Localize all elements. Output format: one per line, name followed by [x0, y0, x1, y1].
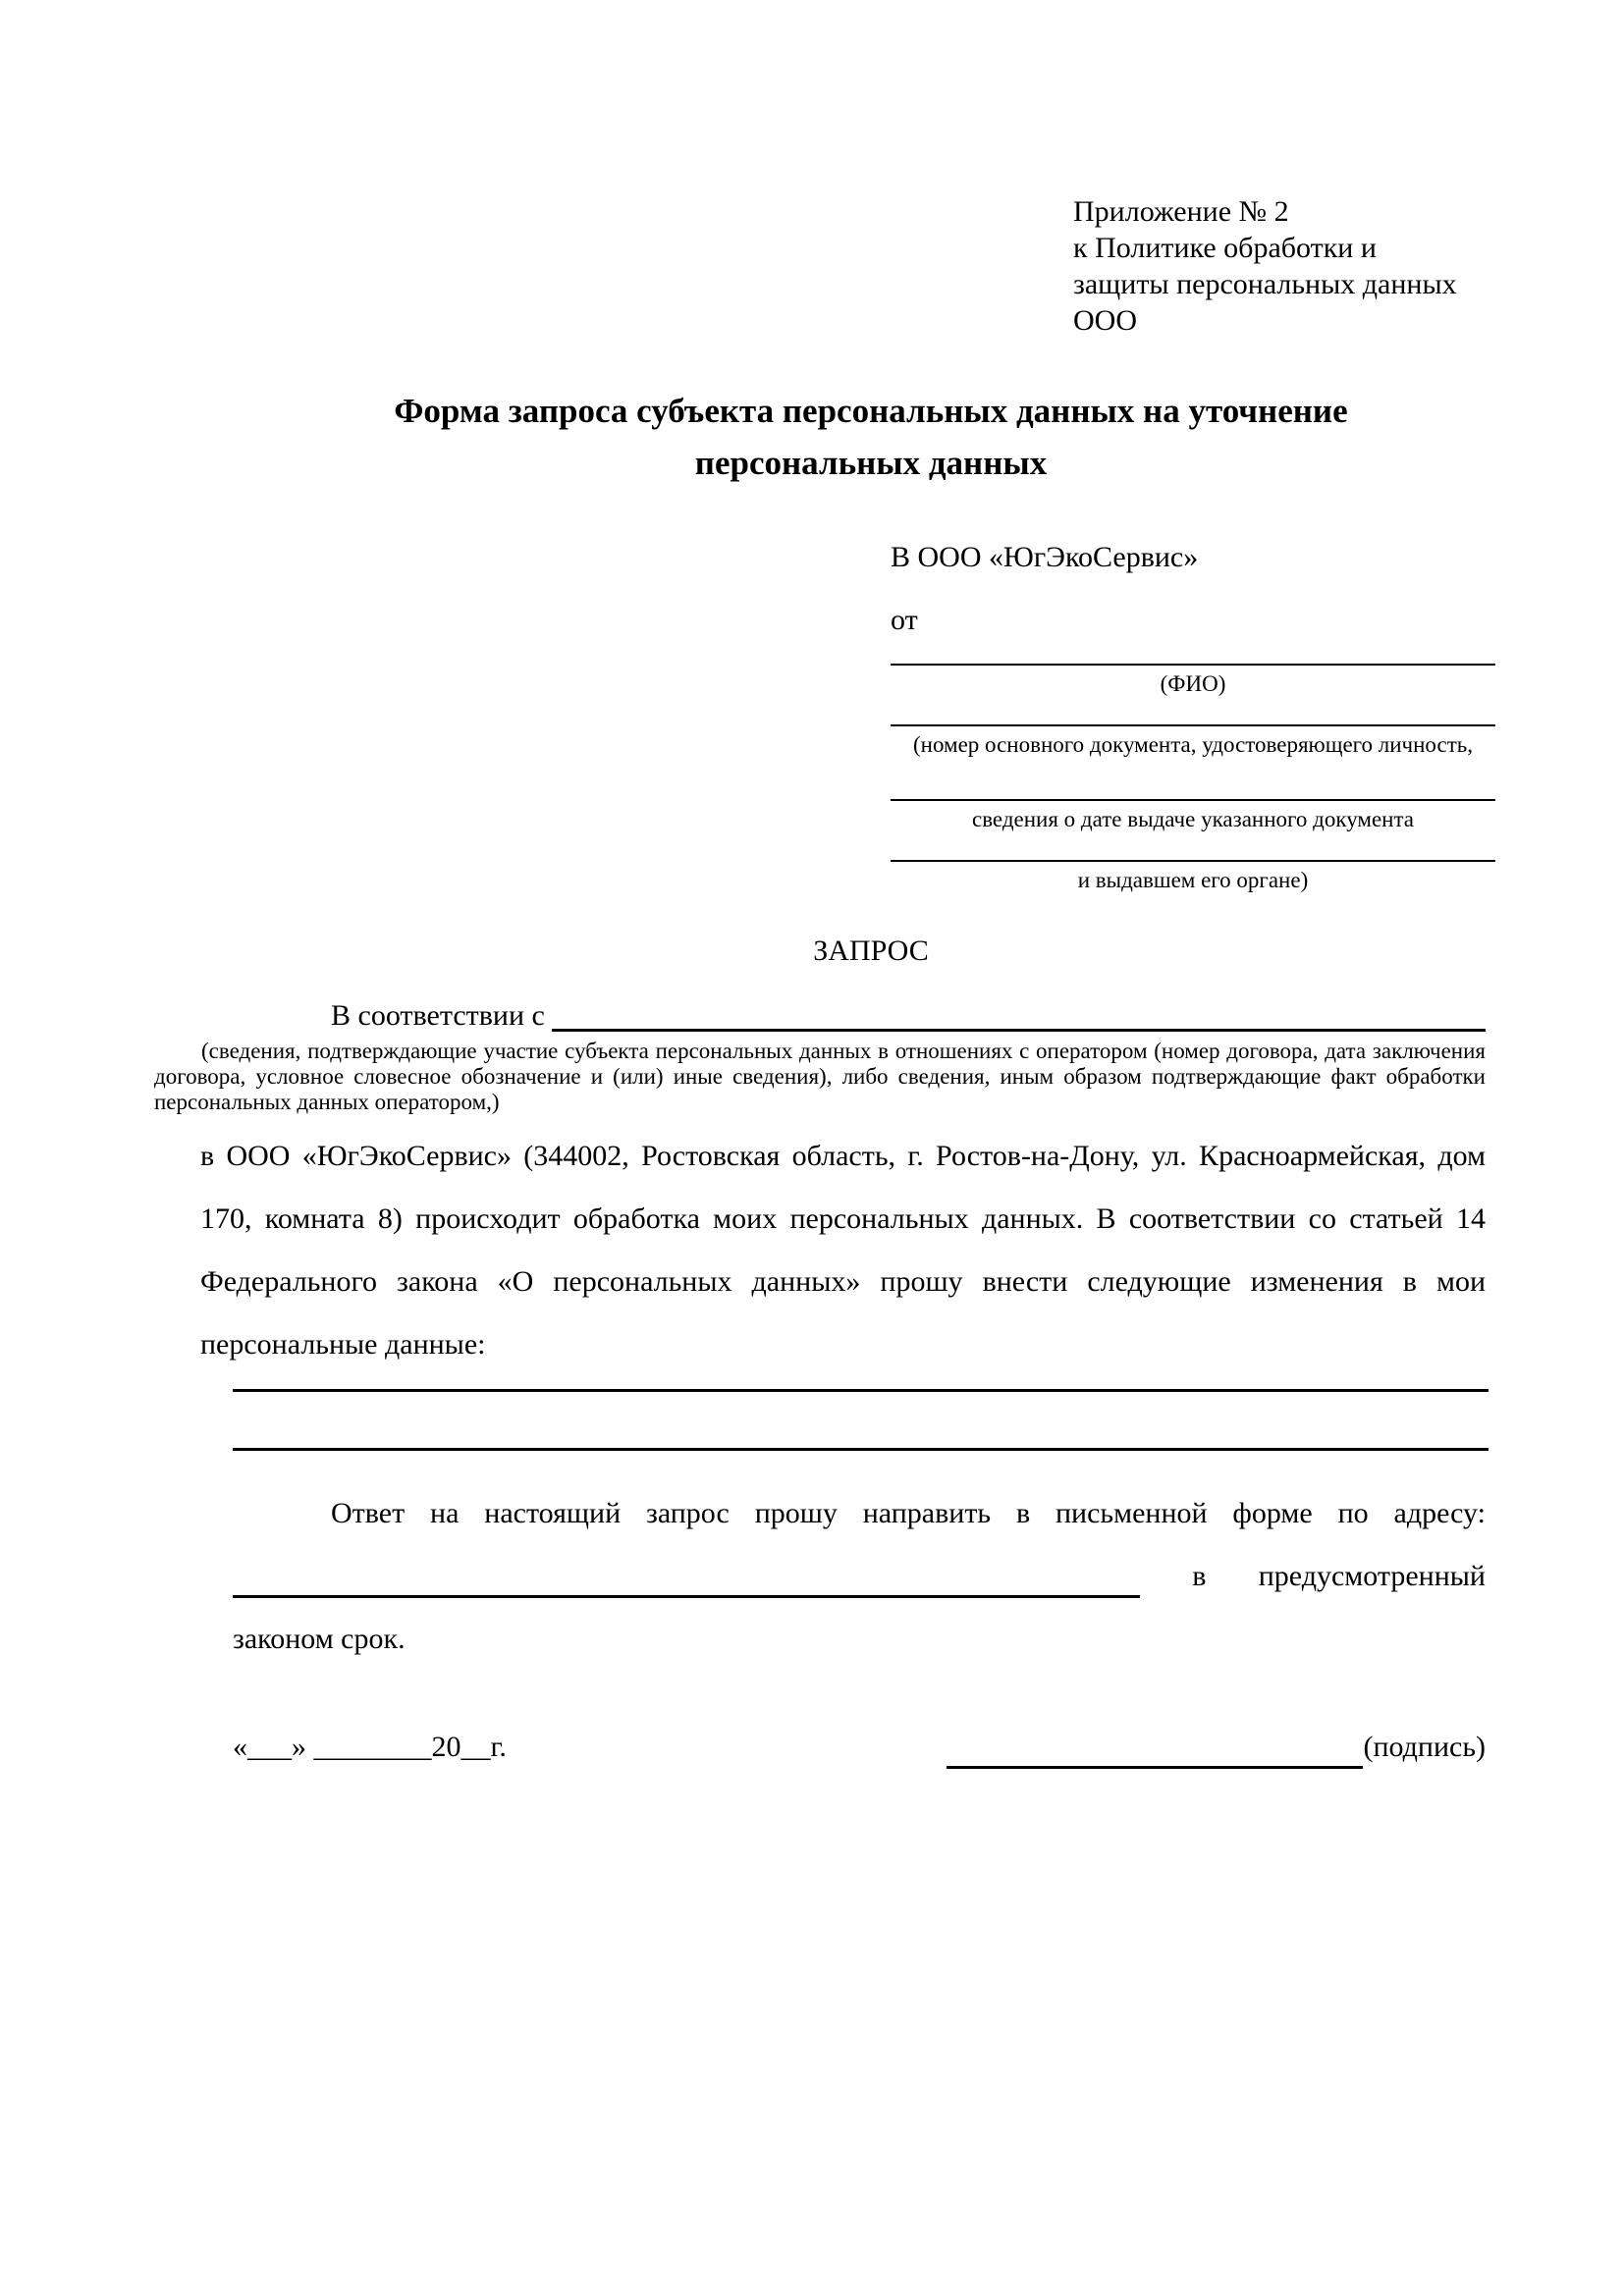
- issuing-authority-field-line[interactable]: [891, 840, 1495, 862]
- intro-line: [200, 995, 1486, 1037]
- basis-field-line[interactable]: [552, 995, 1486, 1032]
- fio-field-line[interactable]: [891, 644, 1495, 666]
- appendix-line: защиты персональных данных: [1073, 268, 1457, 300]
- page-title-line2: персональных данных: [694, 444, 1048, 482]
- reply-address-row: [233, 1545, 1486, 1608]
- issuing-authority-caption: и выдавшем его органе): [1077, 868, 1309, 892]
- issue-date-field-line[interactable]: [891, 779, 1495, 801]
- document-number-field-line[interactable]: [891, 705, 1495, 726]
- appendix-note: [1073, 193, 1515, 339]
- document-number-caption: (номер основного документа, удостоверяющего личность,: [912, 732, 1473, 757]
- changes-field-line-2[interactable]: [233, 1431, 1489, 1451]
- request-body: в ООО «ЮгЭкоСервис» (344002, Ростовская область, г. Ростов-на-Дону, ул. Красноармейская, дом 170, комната 8) происходит обработка моих персональных данных. В соответствии со статьей 14 Федерального закона «О персональных данных» прошу внести следующие изменения в мои персональные данные:: [200, 1140, 1486, 1361]
- issue-date-caption: сведения о дате выдаче указанного документа: [971, 807, 1415, 831]
- request-heading: ЗАПРОС: [813, 934, 929, 967]
- recipient-organization: В ООО «ЮгЭкоСервис»: [891, 541, 1199, 573]
- reply-tail-word2: предусмотренный: [1258, 1560, 1486, 1592]
- appendix-line: ООО: [1073, 304, 1137, 337]
- signature-field-line[interactable]: [947, 1766, 1363, 1769]
- reply-address-field-line[interactable]: [233, 1595, 1140, 1598]
- from-label: от: [891, 604, 918, 636]
- reply-request-line: Ответ на настоящий запрос прошу направить в письменной форме по адресу:: [331, 1497, 1486, 1529]
- reply-end-line: законом срок.: [233, 1623, 406, 1655]
- signature-group: [947, 1716, 1486, 1779]
- intro-footnote: (сведения, подтверждающие участие субъекта персональных данных в отношениях с оператором (номер договора, дата заключения договора, условное словесное обозначение и (или) иные сведения), либо сведения, иным образом подтверждающие факт обработки персональных данных оператором,): [154, 1039, 1486, 1114]
- changes-field-line-1[interactable]: [233, 1372, 1489, 1392]
- signature-caption: (подпись): [1363, 1731, 1486, 1763]
- appendix-line: к Политике обработки и: [1073, 232, 1377, 264]
- intro-label: В соответствии с: [331, 999, 553, 1032]
- reply-tail-word1: в: [1192, 1560, 1207, 1592]
- footer-row: [233, 1716, 1486, 1779]
- page-title: Форма запроса субъекта персональных данных на уточнение: [394, 392, 1348, 430]
- fio-caption: (ФИО): [1160, 671, 1226, 696]
- date-blank[interactable]: «___» ________20__г.: [233, 1731, 507, 1763]
- appendix-line: Приложение № 2: [1073, 195, 1289, 228]
